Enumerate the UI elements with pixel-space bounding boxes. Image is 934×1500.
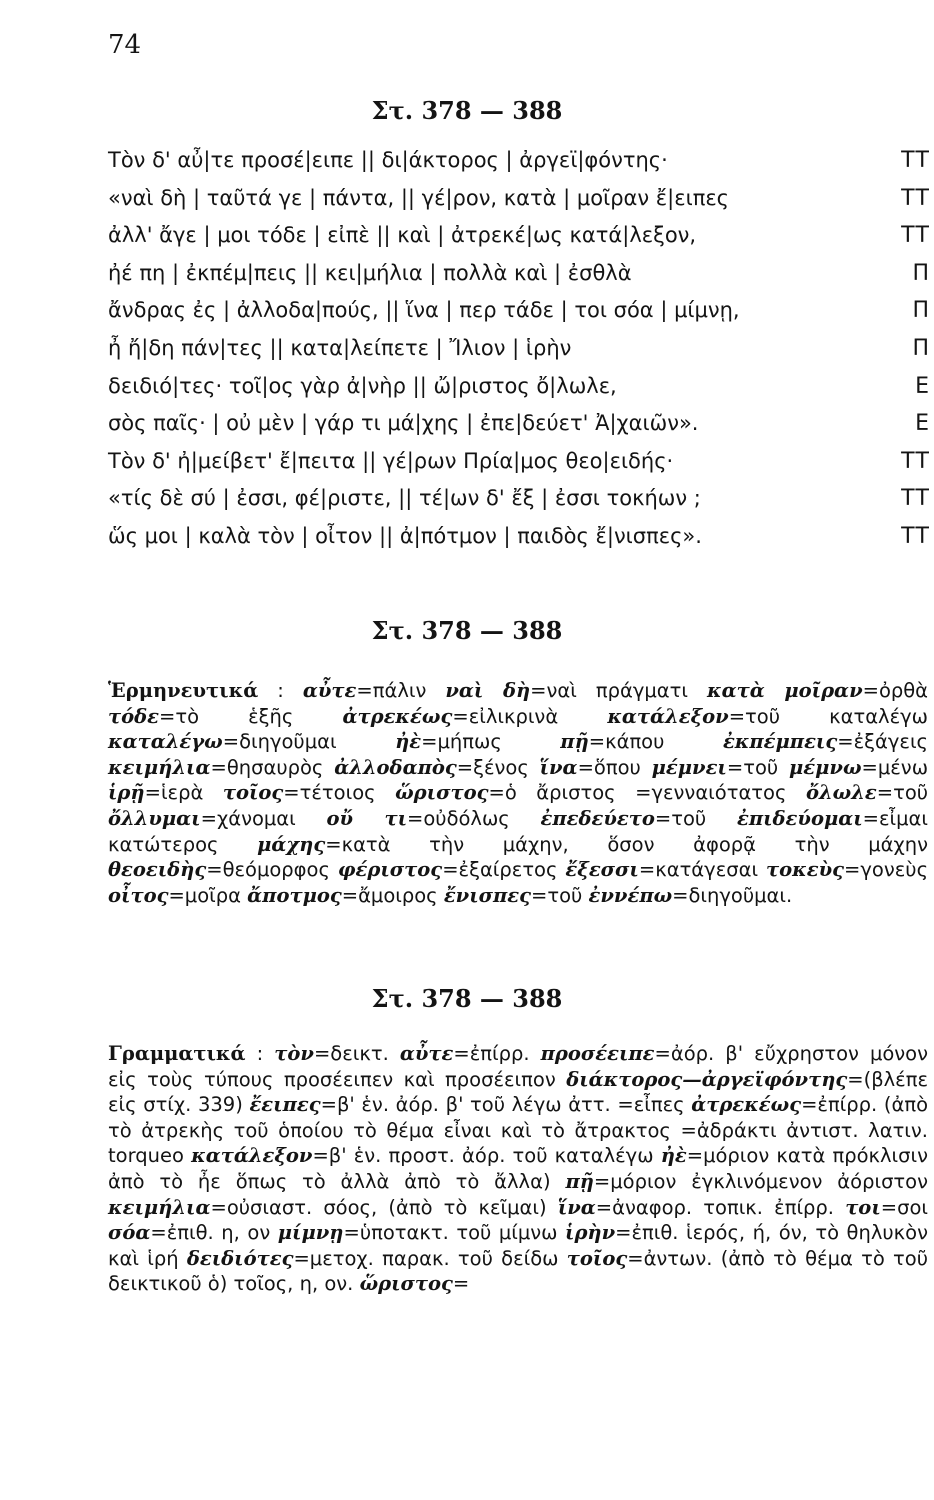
verse-text: Τὸν δ' ἠ|μείβετ' ἔ|πειτα || γέ|ρων Πρία|μος θεο|ειδής· [108, 448, 674, 473]
gloss-definition: οὐδόλως [423, 806, 510, 830]
scansion-mark: ΤΤ [901, 486, 930, 512]
verse-line [108, 148, 930, 186]
gloss-term: διάκτορος—ἀργεϊφόντης [566, 1067, 848, 1091]
gloss-definition: τοῦ [671, 806, 707, 830]
gloss-definition: σοι [897, 1195, 928, 1219]
scansion-mark: Π [912, 260, 930, 286]
gloss-term: ἔνισπες [443, 883, 532, 907]
scansion-mark: Ε [915, 373, 930, 399]
gloss-term: ἐπιδεύομαι [736, 806, 863, 830]
gloss-definition: μοῖρα [184, 883, 241, 907]
gloss-term: ἠὲ [395, 730, 422, 754]
gloss-term: ἀλλοδαπὸς [334, 755, 457, 779]
verse-line [108, 524, 930, 562]
gloss-definition: β' ἑν. προστ. ἀόρ. τοῦ καταλέγω [328, 1144, 654, 1168]
gloss-definition: ἱερὰ [160, 781, 204, 805]
gloss-term: ναὶ δὴ [445, 679, 531, 702]
gloss-term: ἵνα [539, 755, 578, 779]
gloss-definition: ἀδράκτι ἀντιστ. λατιν. torqueo [108, 1118, 928, 1168]
gloss-definition: κατάγεσαι [655, 858, 759, 882]
gloss-term: ὄλωλε [805, 781, 877, 805]
gloss-term: μέμνω [789, 755, 862, 779]
verse-line [108, 336, 930, 374]
gloss-definition: μήπως [437, 730, 502, 754]
gloss-definition: γονεὺς [860, 858, 929, 882]
gloss-definition: δεικτ. [330, 1042, 389, 1065]
gloss-definition: τοῦ [547, 883, 583, 907]
gloss-term: μέμνει [651, 755, 727, 779]
verse-text: δειδιό|τες· τοῖ|ος γὰρ ἀ|νὴρ || ὤ|ριστος ὄ|λωλε, [108, 373, 617, 398]
gloss-definition: τοῦ [893, 781, 929, 805]
section-heading: Στ. 378 — 388 [371, 96, 563, 125]
gloss-definition: ἐπιθ. ἱερός, ή, όν, τὸ θηλυκὸν καὶ ἱρή [108, 1221, 928, 1270]
gloss-definition: κάπου [605, 730, 665, 754]
verse-line [108, 186, 930, 224]
gloss-term: κειμήλια [108, 1195, 211, 1219]
gloss-term: κατάλεξον [191, 1144, 313, 1168]
gloss-definition: γενναιότατος [651, 781, 787, 805]
gloss-definition: τὸ ἑξῆς [175, 704, 294, 728]
verse-text: σὸς παῖς· | οὐ μὲν | γάρ τι μά|χης | ἐπε|δεύετ' Ἀ|χαιῶν». [108, 411, 699, 436]
gloss-definition: κατὰ τὴν μάχην, ὅσον ἀφορᾷ τὴν μάχην [341, 832, 928, 856]
scansion-mark: Π [912, 335, 930, 361]
gloss-definition: τέτοιος [299, 781, 376, 805]
verse-line [108, 411, 930, 449]
scansion-mark: Ε [915, 411, 930, 437]
gloss-term: θεοειδὴς [108, 858, 207, 882]
verse-line [108, 449, 930, 487]
gloss-definition: πάλιν [372, 679, 427, 702]
grammatika-paragraph: Γραμματικά : τὸν=δεικτ. αὖτε=ἐπίρρ. προσέειπε=ἀόρ. β' εὔχρηστον μόνον εἰς τοὺς τύπους προσέειπεν καὶ προσέειπον διάκτορος—ἀργεϊφόντης=(βλέπε εἰς στίχ. 339) ἔειπες=β' ἑν. ἀόρ. β' τοῦ λέγω ἀττ. =εἶπες ἀτρεκέως=ἐπίρρ. (ἀπὸ τὸ ἀτρεκὴς τοῦ ὁποίου τὸ θέμα εἶναι καὶ τὸ ἄτρακτος =ἀδράκτι ἀντιστ. λατιν. torqueo κατάλεξον=β' ἑν. προστ. ἀόρ. τοῦ καταλέγω ἠὲ=μόριον κατὰ πρόκλισιν ἀπὸ τὸ ἦε ὅπως τὸ ἀλλὰ ἀπὸ τὸ ἄλλα) πῇ=μόριον ἐγκλινόμενον ἀόριστον κειμήλια=οὐσιαστ. σόος, (ἀπὸ τὸ κεῖμαι) ἵνα=ἀναφορ. τοπικ. ἐπίρρ. τοι=σοι σόα=ἐπιθ. η, ον μίμνῃ=ὑποτακτ. τοῦ μίμνω ἱρὴν=ἐπιθ. ἱερός, ή, όν, τὸ θηλυκὸν καὶ ἱρή δειδιότες=μετοχ. παρακ. τοῦ δείδω τοῖος=ἀντων. (ἀπὸ τὸ θέμα τὸ τοῦ δεικτικοῦ ὁ) τοῖος, η, ον. ὥριστος= [108, 1042, 929, 1296]
gloss-definition: ἄμοιρος [358, 883, 438, 907]
scansion-mark: ΤΤ [901, 148, 930, 173]
gloss-definition: θεόμορφος [222, 858, 330, 882]
gloss-definition: ἐξάγεις [853, 730, 928, 754]
gloss-term: αὖτε [302, 679, 357, 702]
verse-line [108, 261, 930, 299]
gloss-definition: μετοχ. παρακ. τοῦ δείδω [309, 1246, 559, 1270]
gloss-term: μίμνῃ [277, 1221, 344, 1245]
gloss-term: φέριστος [337, 858, 443, 882]
gloss-term: τόδε [108, 704, 159, 728]
gloss-term: τὸν [274, 1042, 314, 1065]
gloss-definition: ἐπίρρ. [469, 1042, 530, 1065]
gloss-definition: μόριον ἐγκλινόμενον ἀόριστον [610, 1169, 928, 1193]
gloss-term: κατάλεξον [607, 704, 729, 728]
gloss-term: ἠὲ [660, 1144, 687, 1168]
scansion-mark: ΤΤ [901, 448, 930, 474]
page-number: 74 [108, 30, 142, 60]
gloss-term: ἱρὴν [565, 1221, 616, 1245]
gloss-term: ἐπεδεύετο [540, 806, 655, 830]
gloss-definition: (βλέπε εἰς στίχ. 339) [108, 1067, 929, 1117]
gloss-term: μάχης [257, 832, 326, 856]
gloss-definition: τοῦ καταλέγω [745, 704, 928, 728]
gloss-definition: ὅπου [593, 755, 641, 779]
gloss-term: ἀτρεκέως [342, 704, 453, 728]
verse-line [108, 486, 930, 524]
gloss-definition: ἀντων. (ἀπὸ τὸ θέμα τὸ τοῦ δεικτικοῦ ὁ) τοῖος, η, ον. [108, 1246, 928, 1296]
gloss-term: προσέειπε [540, 1042, 655, 1065]
gloss-term: οἶτος [108, 883, 169, 907]
gloss-term: ἐκπέμπεις [722, 730, 838, 754]
section-label: Ἑρμηνευτικά [108, 679, 259, 702]
scansion-mark: ΤΤ [901, 523, 930, 549]
verse-line [108, 374, 930, 412]
gloss-definition: ἀόρ. β' εὔχρηστον μόνον εἰς τοὺς τύπους προσέειπεν καὶ προσέειπον [108, 1042, 929, 1091]
gloss-term: οὔ τι [326, 806, 408, 830]
gloss-term: ἄποτμος [247, 883, 342, 907]
verse-text: Τὸν δ' αὖ|τε προσέ|ειπε || δι|άκτορος | ἀργεϊ|φόντης· [108, 148, 668, 172]
gloss-term: ὥριστος [359, 1272, 453, 1296]
scansion-mark: ΤΤ [901, 185, 930, 211]
gloss-term: πῇ [560, 730, 589, 754]
gloss-definition: ξένος [473, 755, 529, 779]
gloss-definition: χάνομαι [216, 806, 296, 830]
gloss-definition: εἶμαι κατώτερος [108, 806, 929, 856]
scansion-mark: ΤΤ [901, 223, 930, 249]
verse-line [108, 223, 930, 261]
hermeneutika-heading: Στ. 378 — 388 [371, 616, 563, 645]
gloss-definition: εἶπες [633, 1093, 685, 1117]
gloss-definition: ἐπιθ. η, ον [166, 1221, 271, 1245]
verse-text: ἦ ἤ|δη πάν|τες || κατα|λείπετε | Ἴλιον | ἱρὴν [108, 335, 572, 360]
gloss-definition: εἰλικρινὰ [468, 704, 559, 728]
gloss-definition: ἀναφορ. τοπικ. ἐπίρρ. [612, 1195, 834, 1219]
gloss-term: ἵνα [557, 1195, 596, 1219]
gloss-definition: ἐπίρρ. (ἀπὸ τὸ ἀτρεκὴς τοῦ ὁποίου τὸ θέμα εἶναι καὶ τὸ ἄτρακτος [108, 1093, 928, 1142]
gloss-definition: β' ἑν. ἀόρ. β' τοῦ λέγω ἀττ. [336, 1093, 611, 1117]
gloss-term: ὥριστος [395, 781, 489, 805]
gloss-term: καταλέγω [108, 730, 223, 754]
gloss-term: ἐννέπω [588, 883, 673, 907]
gloss-term: τοκεὺς [766, 858, 845, 882]
gloss-definition: ὀρθὰ [878, 679, 929, 702]
gloss-definition: ἐξαίρετος [458, 858, 558, 882]
gloss-term: ἱρῇ [108, 781, 145, 805]
gloss-definition: ὑποτακτ. τοῦ μίμνω [359, 1221, 558, 1245]
verse-text: ἀλλ' ἄγε | μοι τόδε | εἰπὲ || καὶ | ἀτρεκέ|ως κατά|λεξον, [108, 223, 697, 248]
gloss-definition: ὁ ἄριστος [504, 781, 616, 805]
gloss-definition: ναὶ πράγματι [546, 679, 688, 702]
gloss-definition: διηγοῦμαι [239, 730, 337, 754]
gloss-term: ἔξεσσι [565, 858, 639, 882]
gloss-term: κειμήλια [108, 755, 211, 779]
verse-text: ἄνδρας ἐς | ἀλλοδα|πούς, || ἵνα | περ τάδε | τοι σόα | μίμνῃ, [108, 298, 740, 323]
gloss-definition: οὐσιαστ. σόος, (ἀπὸ τὸ κεῖμαι) [226, 1195, 547, 1219]
gloss-term: αὖτε [399, 1042, 454, 1065]
gloss-definition: μόριον κατὰ πρόκλισιν ἀπὸ τὸ ἦε ὅπως τὸ ἀλλὰ ἀπὸ τὸ ἄλλα) [108, 1144, 928, 1193]
gloss-term: σόα [108, 1221, 151, 1245]
gloss-term: τοῖος [222, 781, 284, 805]
gloss-term: τοι [845, 1195, 881, 1219]
gloss-term: πῇ [565, 1169, 594, 1193]
gloss-term: κατὰ μοῖραν [707, 679, 863, 702]
verse-text: ἠέ πη | ἐκπέμ|πεις || κει|μήλια | πολλὰ καὶ | ἐσθλὰ [108, 260, 632, 285]
verse-text: «τίς δὲ σύ | ἐσσι, φέ|ριστε, || τέ|ων δ' ἔξ | ἐσσι τοκήων ; [108, 486, 701, 511]
verse-text: «ναὶ δὴ | ταῦτά γε | πάντα, || γέ|ρον, κατὰ | μοῖραν ἔ|ειπες [108, 185, 730, 210]
gloss-term: τοῖος [566, 1246, 628, 1270]
gloss-term: ἔειπες [249, 1093, 321, 1117]
grammatika-heading: Στ. 378 — 388 [371, 984, 563, 1013]
gloss-definition: τοῦ [743, 755, 779, 779]
gloss-term: ἀτρεκέως [691, 1093, 802, 1117]
gloss-term: δειδιότες [186, 1246, 294, 1270]
gloss-definition: μένω [877, 755, 929, 779]
gloss-term: ὄλλυμαι [108, 806, 201, 830]
scansion-mark: Π [912, 298, 930, 324]
section-label: Γραμματικά [108, 1042, 246, 1065]
hermeneutika-paragraph: Ἑρμηνευτικά : αὖτε=πάλιν ναὶ δὴ=ναὶ πράγματι κατὰ μοῖραν=ὀρθὰ τόδε=τὸ ἑξῆς ἀτρεκέως=εἰλικρινὰ κατάλεξον=τοῦ καταλέγω καταλέγω=διηγοῦμαι ἠὲ=μήπως πῇ=κάπου ἐκπέμπεις=ἐξάγεις κειμήλια=θησαυρὸς ἀλλοδαπὸς=ξένος ἵνα=ὅπου μέμνει=τοῦ μέμνω=μένω ἱρῇ=ἱερὰ τοῖος=τέτοιος ὥριστος=ὁ ἄριστος =γενναιότατος ὄλωλε=τοῦ ὄλλυμαι=χάνομαι οὔ τι=οὐδόλως ἐπεδεύετο=τοῦ ἐπιδεύομαι=εἶμαι κατώτερος μάχης=κατὰ τὴν μάχην, ὅσον ἀφορᾷ τὴν μάχην θεοειδὴς=θεόμορφος φέριστος=ἐξαίρετος ἔξεσσι=κατάγεσαι τοκεὺς=γονεὺς οἶτος=μοῖρα ἄποτμος=ἄμοιρος ἔνισπες=τοῦ ἐννέπω=διηγοῦμαι. [108, 679, 929, 907]
gloss-definition: διηγοῦμαι. [688, 883, 793, 907]
gloss-definition: θησαυρὸς [226, 755, 324, 779]
verse-text: ὥς μοι | καλὰ τὸν | οἶτον || ἀ|πότμον | παιδὸς ἔ|νισπες». [108, 523, 702, 548]
verse-block [108, 148, 930, 562]
verse-line [108, 298, 930, 336]
